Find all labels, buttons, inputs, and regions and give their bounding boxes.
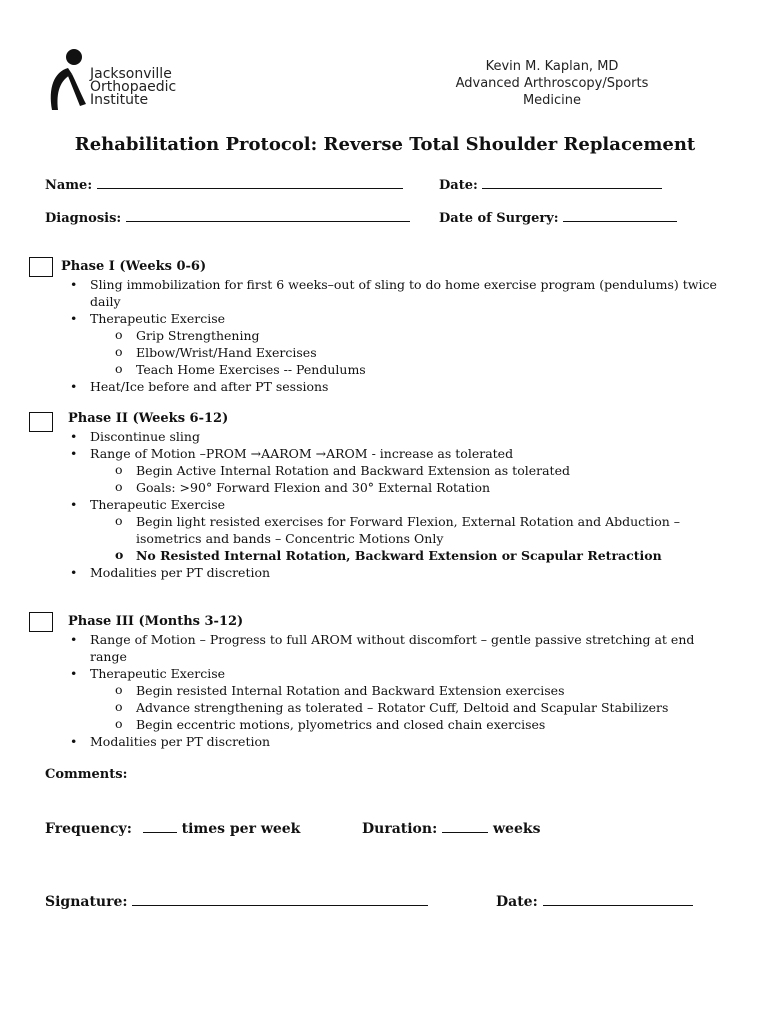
frequency-label: Frequency: [45,821,132,837]
frequency-suffix: times per week [181,821,301,837]
sub-list-item: o Begin resisted Internal Rotation and Backward Extension exercises [45,682,735,699]
footer-date-label: Date: [496,894,538,910]
sub-list-item: o Goals: >90° Forward Flexion and 30° External Rotation [45,479,735,496]
diagnosis-label: Diagnosis: [45,211,122,226]
logo-line-2: Orthopaedic [90,79,177,95]
frequency-line[interactable] [143,820,177,833]
frequency-field[interactable] [45,820,300,837]
date-line[interactable] [482,176,662,189]
sub-list-item: o Elbow/Wrist/Hand Exercises [45,344,735,361]
name-line[interactable] [97,176,403,189]
list-item: • Sling immobilization for first 6 weeks–out of sling to do home exercise program (pendulums) twice daily [45,276,735,310]
phase-3-list [45,631,735,750]
logo-line-1: Jacksonville [90,66,172,82]
logo-text [90,68,176,107]
phase-1-checkbox[interactable] [29,257,53,277]
page-title: Rehabilitation Protocol: Reverse Total Shoulder Replacement [74,134,696,155]
phase-2-title: Phase II (Weeks 6-12) [68,411,229,426]
doctor-specialty-2: Medicine [522,93,582,108]
sub-list-item: o Begin light resisted exercises for Forward Flexion, External Rotation and Abduction – isometrics and bands – Concentric Motions Only [45,513,735,547]
phase-3-title: Phase III (Months 3-12) [68,614,244,629]
name-label: Name: [45,178,93,193]
date-label: Date: [439,178,478,193]
signature-field[interactable] [45,893,428,910]
duration-field[interactable] [362,820,540,837]
phase-3-checkbox[interactable] [29,612,53,632]
duration-line[interactable] [442,820,488,833]
list-item: • Range of Motion –PROM →AAROM →AROM - increase as tolerated [45,445,735,462]
footer-date-field[interactable] [496,893,693,910]
logo-line-3: Institute [90,92,149,108]
signature-line[interactable] [132,893,428,906]
signature-label: Signature: [45,894,128,910]
surgery-date-line[interactable] [563,209,677,222]
doctor-info [452,58,652,109]
list-item: • Discontinue sling [45,428,735,445]
diagnosis-line[interactable] [126,209,410,222]
list-item: • Modalities per PT discretion [45,564,735,581]
sub-list-item: o Grip Strengthening [45,327,735,344]
list-item: • Modalities per PT discretion [45,733,735,750]
sub-list-item: o Begin eccentric motions, plyometrics and closed chain exercises [45,716,735,733]
surgery-date-label: Date of Surgery: [439,211,559,226]
list-item: • Therapeutic Exercise [45,496,735,513]
sub-list-item: o Begin Active Internal Rotation and Backward Extension as tolerated [45,462,735,479]
sub-list-item: o No Resisted Internal Rotation, Backward Extension or Scapular Retraction [45,547,735,564]
phase-1-title: Phase I (Weeks 0-6) [61,259,207,274]
sub-list-item: o Teach Home Exercises -- Pendulums [45,361,735,378]
doctor-name: Kevin M. Kaplan, MD [485,59,619,74]
duration-suffix: weeks [493,821,541,837]
diagnosis-field[interactable] [45,209,410,226]
comments-label: Comments: [45,767,128,782]
list-item: • Therapeutic Exercise [45,310,735,327]
duration-label: Duration: [362,821,438,837]
logo-figure-icon [46,48,90,114]
list-item: • Therapeutic Exercise [45,665,735,682]
date-field[interactable] [439,176,662,193]
phase-2-list [45,428,735,581]
list-item: • Range of Motion – Progress to full AROM without discomfort – gentle passive stretching at end range [45,631,735,665]
phase-1-list [45,276,735,395]
sub-list-item: o Advance strengthening as tolerated – Rotator Cuff, Deltoid and Scapular Stabilizers [45,699,735,716]
name-field[interactable] [45,176,403,193]
doctor-specialty-1: Advanced Arthroscopy/Sports [455,76,649,91]
footer-date-line[interactable] [543,893,693,906]
surgery-date-field[interactable] [439,209,677,226]
list-item: • Heat/Ice before and after PT sessions [45,378,735,395]
